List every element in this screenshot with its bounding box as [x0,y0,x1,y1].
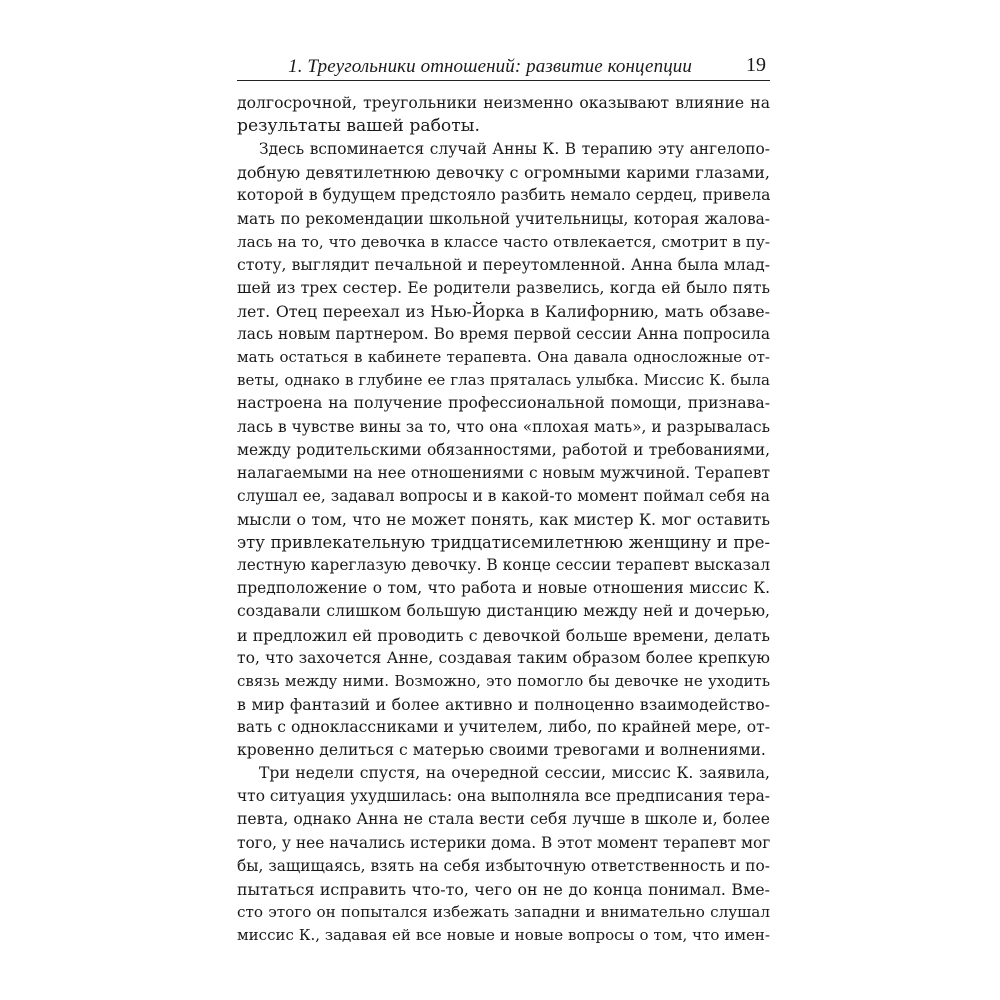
text-line: в мир фантазий и более активно и полноценно взаимодейство- [237,694,770,714]
text-line: слушал ее, задавал вопросы и в какой-то момент поймал себя на [237,486,770,505]
text-line: пытаться исправить что-то, чего он не до конца понимал. Вме- [237,879,770,899]
text-line: между родительскими обязанностями, работой и требованиями, [237,440,770,459]
text-line: лась новым партнером. Во время первой сессии Анна попросила [237,325,770,344]
running-header [237,52,770,81]
text-line: лет. Отец переехал из Нью-Йорка в Калифорнию, мать обзаве- [237,301,770,321]
text-line: эту привлекательную тридцатисемилетнюю женщину и пре- [237,533,770,553]
running-title: 1. Треугольники отношений: развитие концепции [288,56,692,77]
text-line: стоту, выглядит печальной и переутомленной. Анна была млад- [237,255,770,274]
text-line: добную девятилетнюю девочку с огромными карими глазами, [237,163,770,183]
text-line: то, что захочется Анне, создавая таким образом более крепкую [237,648,770,667]
text-line: сто этого он попытался избежать западни и внимательно слушал [237,902,770,921]
text-line: связь между ними. Возможно, это помогло бы девочке не уходить [237,671,770,690]
text-line: что ситуация ухудшилась: она выполняла все предписания тера- [237,787,770,806]
text-line: шей из трех сестер. Ее родители развелись, когда ей было пять [237,278,770,297]
page-number: 19 [746,54,766,76]
text-line: того, у нее начались истерики дома. В этот момент терапевт мог [237,833,771,852]
text-line: лестную кареглазую девочку. В конце сессии терапевт высказал [237,556,770,575]
text-line: Здесь вспоминается случай Анны К. В терапию эту ангелопо- [259,140,770,159]
text-line: предположение о том, что работа и новые отношения миссис К. [237,579,770,598]
text-line: миссис К., задавая ей все новые и новые вопросы о том, что имен- [237,925,770,944]
text-line: певта, однако Анна не стала вести себя лучше в школе и, более [237,810,770,829]
text-line: лась в чувстве вины за то, что она «плохая мать», и разрывалась [237,417,770,436]
text-line: и предложил ей проводить с девочкой больше времени, делать [237,625,770,645]
text-line: Три недели спустя, на очередной сессии, миссис К. заявила, [259,764,770,783]
text-line: настроена на получение профессиональной помощи, признава- [237,394,770,413]
text-line: создавали слишком большую дистанцию между ней и дочерью, [237,602,770,621]
text-line: бы, защищаясь, взять на себя избыточную ответственность и по- [237,856,770,875]
text-line: которой в будущем предстояло разбить немало сердец, привела [237,186,771,205]
text-line: налагаемыми на нее отношениями с новым мужчиной. Терапевт [237,463,770,482]
body-text [237,92,770,947]
text-line: вать с одноклассниками и учителем, либо, по крайней мере, от- [237,717,770,736]
text-line: кровенно делиться с матерью своими тревогами и волнениями. [237,741,766,760]
text-line: мысли о том, что не может понять, как мистер К. мог оставить [237,509,770,529]
text-line: веты, однако в глубине ее глаз пряталась улыбка. Миссис К. была [237,371,770,390]
text-line: мать остаться в кабинете терапевта. Она давала односложные от- [237,348,770,367]
text-line: результаты вашей работы. [237,116,480,137]
text-line: мать по рекомендации школьной учительницы, которая жалова- [237,209,770,228]
text-line: долгосрочной, треугольники неизменно оказывают влияние на [237,94,770,112]
text-line: лась на то, что девочка в классе часто отвлекается, смотрит в пу- [237,232,770,251]
